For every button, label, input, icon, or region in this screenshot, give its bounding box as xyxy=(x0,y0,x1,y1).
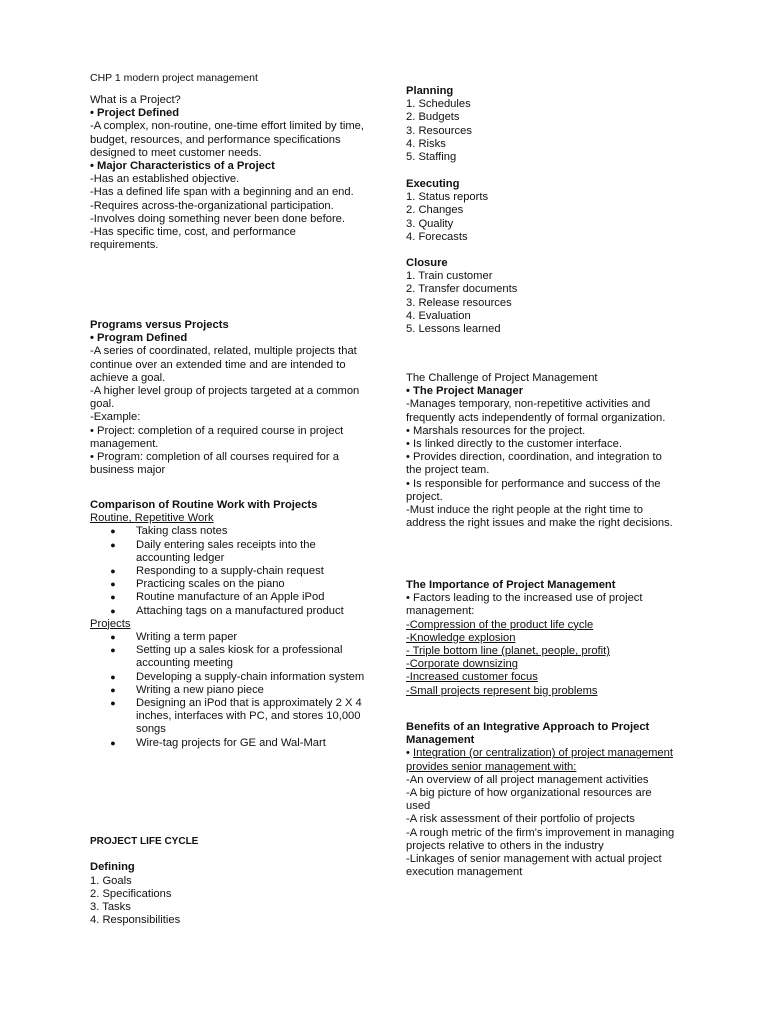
benefit-item: -A big picture of how organizational resources are used xyxy=(406,787,652,813)
list-item: 3. Quality xyxy=(406,217,454,230)
routine-label: Routine, Repetitive Work xyxy=(90,512,214,525)
characteristic-item: -Requires across-the-organizational participation. xyxy=(90,199,334,212)
bullet-icon: ● xyxy=(110,684,116,695)
list-item: 1. Goals xyxy=(90,874,132,887)
subheading-characteristics: • Major Characteristics of a Project xyxy=(90,160,275,173)
bullet-icon: ● xyxy=(110,671,116,682)
benefit-item: -A risk assessment of their portfolio of projects xyxy=(406,813,635,826)
list-item: 5. Lessons learned xyxy=(406,323,501,336)
section-heading: Planning xyxy=(406,85,454,97)
list-item: 3. Resources xyxy=(406,124,472,137)
benefit-item: -A rough metric of the firm's improvement in managing projects relative to others in the industry xyxy=(406,826,675,852)
subheading-project-manager: • The Project Manager xyxy=(406,385,524,398)
list-item: 4. Evaluation xyxy=(406,309,471,322)
list-item: 2. Transfer documents xyxy=(406,283,518,296)
benefits-intro-text: Integration (or centralization) of project management provides senior management with: xyxy=(406,747,673,773)
list-item: -Small projects represent big problems xyxy=(406,684,598,697)
list-item: ● Taking class notes xyxy=(90,525,366,538)
list-item: 2. Changes xyxy=(406,204,464,217)
list-item: ● Attaching tags on a manufactured product xyxy=(90,605,366,618)
program-text: • Program: completion of all courses required for a business major xyxy=(90,451,339,477)
section-heading: PROJECT LIFE CYCLE xyxy=(90,836,199,847)
list-item: -Compression of the product life cycle xyxy=(406,618,594,631)
section-heading: Benefits of an Integrative Approach to Project Management xyxy=(406,721,650,747)
section-heading: Programs versus Projects xyxy=(90,319,229,331)
section-importance xyxy=(406,579,678,698)
list-item: ● Practicing scales on the piano xyxy=(90,578,366,591)
characteristic-item: -Involves doing something never been done before. xyxy=(90,212,345,225)
section-benefits xyxy=(406,721,678,879)
list-item: ● Developing a supply-chain information system xyxy=(90,671,366,684)
section-heading: The Importance of Project Management xyxy=(406,579,616,591)
benefit-item: -Linkages of senior management with actual project execution management xyxy=(406,853,662,879)
challenge-text: • Provides direction, coordination, and integration to the project team. xyxy=(406,451,662,477)
benefit-item: -An overview of all project management activities xyxy=(406,773,649,786)
list-item: ● Writing a term paper xyxy=(90,631,366,644)
list-item: 4. Forecasts xyxy=(406,230,468,243)
bullet-glyph: • xyxy=(406,747,414,760)
bullet-icon: ● xyxy=(110,605,116,616)
subheading-program-defined: • Program Defined xyxy=(90,332,188,345)
list-item: 1. Status reports xyxy=(406,191,489,204)
list-item: 5. Staffing xyxy=(406,151,457,164)
section-heading: Executing xyxy=(406,178,460,190)
list-item: ● Wire-tag projects for GE and Wal-Mart xyxy=(90,737,366,750)
list-item: ● Setting up a sales kiosk for a professional accounting meeting xyxy=(90,644,366,670)
bullet-icon: ● xyxy=(110,645,116,656)
program-text: -A higher level group of projects targeted at a common goal. xyxy=(90,385,360,411)
section-heading: What is a Project? xyxy=(90,94,181,106)
bullet-icon: ● xyxy=(110,539,116,550)
bullet-icon: ● xyxy=(110,737,116,748)
bullet-icon: ● xyxy=(110,592,116,603)
challenge-text: • Is linked directly to the customer interface. xyxy=(406,438,622,451)
list-item: 1. Schedules xyxy=(406,98,471,111)
challenge-text: • Marshals resources for the project. xyxy=(406,424,586,437)
list-item: ● Daily entering sales receipts into the accounting ledger xyxy=(90,539,366,565)
section-challenge xyxy=(406,372,678,530)
program-text: -A series of coordinated, related, multiple projects that continue over an extended time and are intended to achieve a goal. xyxy=(90,345,357,384)
bullet-icon: ● xyxy=(110,526,116,537)
section-closure xyxy=(406,257,678,336)
list-item: - Triple bottom line (planet, people, profit) xyxy=(406,645,610,658)
importance-intro: • Factors leading to the increased use of project management: xyxy=(406,592,643,618)
characteristic-item: -Has a defined life span with a beginning and an end. xyxy=(90,186,354,199)
list-item: -Increased customer focus xyxy=(406,671,538,684)
list-item: ● Routine manufacture of an Apple iPod xyxy=(90,591,366,604)
list-item: 2. Budgets xyxy=(406,111,460,124)
list-item: ● Designing an iPod that is approximately 2 X 4 inches, interfaces with PC, and stores 10,000 songs xyxy=(90,697,366,737)
definition-text: -A complex, non-routine, one-time effort limited by time, budget, resources, and performance specifications designed to meet customer needs. xyxy=(90,120,365,159)
list-item: 3. Tasks xyxy=(90,901,131,913)
section-heading: Comparison of Routine Work with Projects xyxy=(90,499,318,511)
section-heading: The Challenge of Project Management xyxy=(406,372,598,384)
bullet-icon: ● xyxy=(110,566,116,577)
challenge-text: -Must induce the right people at the right time to address the right issues and make the right decisions. xyxy=(406,504,673,530)
section-executing xyxy=(406,178,678,244)
list-item: 3. Release resources xyxy=(406,296,512,309)
list-item: -Knowledge explosion xyxy=(406,631,516,644)
section-comparison xyxy=(90,499,366,750)
program-text: • Project: completion of a required course in project management. xyxy=(90,424,344,450)
characteristic-item: -Has specific time, cost, and performance requirements. xyxy=(90,226,296,252)
list-item: ● Responding to a supply-chain request xyxy=(90,565,366,578)
list-item: ● Writing a new piano piece xyxy=(90,684,366,697)
document-title: CHP 1 modern project management xyxy=(90,72,258,84)
list-item: 4. Responsibilities xyxy=(90,914,181,927)
section-programs xyxy=(90,319,366,477)
bullet-icon: ● xyxy=(110,698,116,709)
list-item: 4. Risks xyxy=(406,137,446,150)
subheading-project-defined: • Project Defined xyxy=(90,107,180,120)
list-item: 1. Train customer xyxy=(406,270,493,283)
list-item: -Corporate downsizing xyxy=(406,658,518,671)
challenge-text: • Is responsible for performance and success of the project. xyxy=(406,477,661,503)
challenge-text: -Manages temporary, non-repetitive activities and frequently acts independently of formal organization. xyxy=(406,398,666,424)
characteristic-item: -Has an established objective. xyxy=(90,173,240,186)
program-text: -Example: xyxy=(90,411,141,424)
section-what-is-project xyxy=(90,94,366,252)
projects-label: Projects xyxy=(90,617,131,630)
bullet-icon: ● xyxy=(110,579,116,590)
section-life-cycle xyxy=(90,835,366,927)
section-heading: Closure xyxy=(406,257,448,269)
bullet-icon: ● xyxy=(110,632,116,643)
section-planning xyxy=(406,85,678,164)
subheading-defining: Defining xyxy=(90,861,135,874)
list-item: 2. Specifications xyxy=(90,887,172,900)
benefits-intro xyxy=(406,747,678,773)
